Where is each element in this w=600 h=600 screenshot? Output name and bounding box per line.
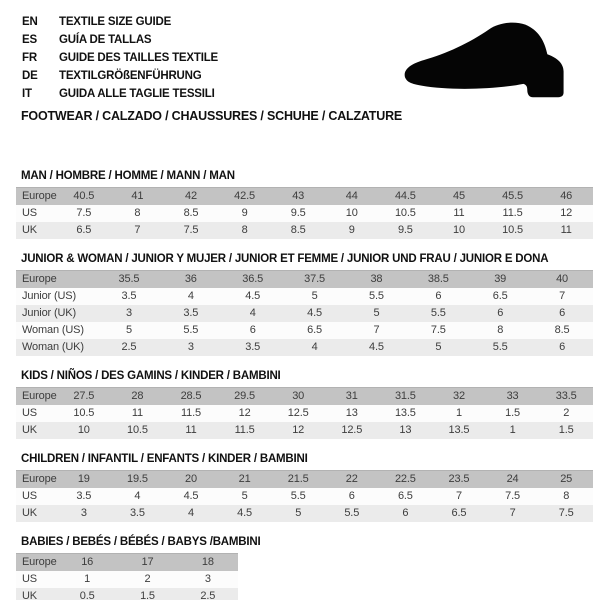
size-cell: 30 [271,388,325,405]
size-cell: 28 [111,388,165,405]
size-cell: 6.5 [57,222,111,239]
size-table-children [16,470,593,522]
size-cell: 4.5 [164,488,218,505]
row-label: UK [16,588,57,600]
size-cell: 44.5 [379,188,433,205]
row-label: UK [16,505,57,522]
size-cell: 4.5 [284,305,346,322]
size-cell: 4.5 [222,288,284,305]
size-cell: 6.5 [284,322,346,339]
size-cell: 31.5 [379,388,433,405]
language-row-es [22,31,218,49]
size-cell: 23.5 [432,471,486,488]
section-title-kids: KIDS / NIÑOS / DES GAMINS / KINDER / BAMBINI [21,370,281,382]
row-label: Europe [16,554,57,571]
size-cell: 10 [325,205,379,222]
size-cell: 11 [539,222,593,239]
row-label: Woman (US) [16,322,98,339]
row-label: Woman (UK) [16,339,98,356]
size-cell: 4.5 [346,339,408,356]
size-cell: 7.5 [539,505,593,522]
size-cell: 5.5 [160,322,222,339]
size-cell: 9.5 [271,205,325,222]
row-label: Junior (UK) [16,305,98,322]
size-cell: 33 [486,388,540,405]
section-title-children: CHILDREN / INFANTIL / ENFANTS / KINDER / BAMBINI [21,453,308,465]
size-cell: 6 [469,305,531,322]
row-label: US [16,488,57,505]
size-cell: 37.5 [284,271,346,288]
size-cell: 11 [164,422,218,439]
size-cell: 5.5 [271,488,325,505]
size-row-uk [16,422,593,439]
language-label: GUÍA DE TALLAS [59,34,152,46]
size-cell: 6.5 [469,288,531,305]
size-row-us [16,405,593,422]
section-title-babies: BABIES / BEBÉS / BÉBÉS / BABYS /BAMBINI [21,536,261,548]
row-label: Europe [16,271,98,288]
size-cell: 3.5 [98,288,160,305]
size-table-man [16,187,593,239]
size-cell: 12.5 [271,405,325,422]
size-cell: 8.5 [531,322,593,339]
size-cell: 11.5 [164,405,218,422]
size-row-europe [16,188,593,205]
language-label: TEXTILGRÖßENFÜHRUNG [59,70,202,82]
size-cell: 12 [218,405,272,422]
size-cell: 27.5 [57,388,111,405]
size-cell: 40.5 [57,188,111,205]
size-cell: 35.5 [98,271,160,288]
size-cell: 42.5 [218,188,272,205]
size-row-uk [16,222,593,239]
language-code: EN [22,16,38,28]
category-heading: FOOTWEAR / CALZADO / CHAUSSURES / SCHUHE / CALZATURE [21,109,403,123]
size-cell: 46 [539,188,593,205]
size-cell: 5.5 [325,505,379,522]
size-cell: 25 [539,471,593,488]
size-cell: 5 [407,339,469,356]
row-label: UK [16,422,57,439]
size-cell: 8 [111,205,165,222]
size-cell: 44 [325,188,379,205]
size-cell: 4 [284,339,346,356]
language-row-it [22,85,218,103]
size-section-children [16,453,593,522]
size-section-kids [16,370,593,439]
size-cell: 33.5 [539,388,593,405]
size-row-europe [16,471,593,488]
language-list [22,13,218,103]
size-row-us [16,571,238,588]
size-cell: 2.5 [98,339,160,356]
size-cell: 1.5 [117,588,177,600]
language-row-en [22,13,218,31]
size-cell: 45 [432,188,486,205]
size-cell: 28.5 [164,388,218,405]
size-cell: 2.5 [178,588,238,600]
language-code: ES [22,34,37,46]
size-cell: 3 [160,339,222,356]
size-row-europe [16,271,593,288]
size-cell: 8 [218,222,272,239]
size-cell: 42 [164,188,218,205]
size-cell: 10.5 [486,222,540,239]
section-title-junior-woman: JUNIOR & WOMAN / JUNIOR Y MUJER / JUNIOR ET FEMME / JUNIOR UND FRAU / JUNIOR E DONA [21,253,549,265]
size-row-junior-uk [16,305,593,322]
size-cell: 4 [160,288,222,305]
size-cell: 3 [57,505,111,522]
section-title-man: MAN / HOMBRE / HOMME / MANN / MAN [21,170,235,182]
size-cell: 2 [539,405,593,422]
size-cell: 21 [218,471,272,488]
size-cell: 32 [432,388,486,405]
size-cell: 4.5 [218,505,272,522]
size-cell: 16 [57,554,117,571]
size-cell: 13 [379,422,433,439]
size-row-uk [16,505,593,522]
language-row-fr [22,49,218,67]
row-label: US [16,405,57,422]
size-cell: 39 [469,271,531,288]
row-label: UK [16,222,57,239]
size-cell: 12 [271,422,325,439]
size-cell: 8.5 [164,205,218,222]
size-cell: 6 [325,488,379,505]
language-label: TEXTILE SIZE GUIDE [59,16,172,28]
size-cell: 3.5 [160,305,222,322]
size-cell: 5 [346,305,408,322]
size-cell: 7.5 [407,322,469,339]
size-cell: 5 [284,288,346,305]
size-cell: 17 [117,554,177,571]
row-label: US [16,571,57,588]
size-cell: 21.5 [271,471,325,488]
size-cell: 19.5 [111,471,165,488]
size-cell: 7 [346,322,408,339]
size-cell: 13 [325,405,379,422]
language-label: GUIDE DES TAILLES TEXTILE [59,52,218,64]
size-cell: 5 [271,505,325,522]
row-label: US [16,205,57,222]
size-cell: 10.5 [379,205,433,222]
size-cell: 6 [531,305,593,322]
size-cell: 6 [222,322,284,339]
language-row-de [22,67,218,85]
size-cell: 12.5 [325,422,379,439]
size-row-europe [16,554,238,571]
size-cell: 2 [117,571,177,588]
size-cell: 10.5 [111,422,165,439]
size-cell: 22 [325,471,379,488]
size-cell: 4 [111,488,165,505]
size-cell: 24 [486,471,540,488]
size-table-kids [16,387,593,439]
size-cell: 6 [407,288,469,305]
size-cell: 10.5 [57,405,111,422]
size-cell: 8 [539,488,593,505]
size-cell: 7 [486,505,540,522]
size-cell: 4 [222,305,284,322]
size-cell: 19 [57,471,111,488]
shoe-icon [396,16,584,102]
size-row-us [16,205,593,222]
size-cell: 7.5 [57,205,111,222]
size-table-babies [16,553,238,600]
size-cell: 3.5 [57,488,111,505]
size-cell: 6 [531,339,593,356]
language-code: DE [22,70,38,82]
size-cell: 38.5 [407,271,469,288]
size-section-babies [16,536,593,600]
size-cell: 0.5 [57,588,117,600]
size-cell: 20 [164,471,218,488]
size-cell: 1 [486,422,540,439]
size-cell: 1.5 [486,405,540,422]
size-cell: 7 [432,488,486,505]
size-cell: 8.5 [271,222,325,239]
size-cell: 36.5 [222,271,284,288]
size-cell: 5 [218,488,272,505]
size-cell: 9.5 [379,222,433,239]
size-cell: 1 [57,571,117,588]
size-cell: 4 [164,505,218,522]
size-cell: 8 [469,322,531,339]
size-tables [16,170,593,600]
size-cell: 11.5 [218,422,272,439]
size-cell: 43 [271,188,325,205]
size-cell: 10 [57,422,111,439]
size-cell: 40 [531,271,593,288]
size-cell: 5 [98,322,160,339]
size-cell: 6.5 [432,505,486,522]
size-cell: 7 [531,288,593,305]
size-cell: 1 [432,405,486,422]
size-cell: 9 [325,222,379,239]
size-cell: 11 [111,405,165,422]
size-row-uk [16,588,238,600]
size-cell: 11.5 [486,205,540,222]
size-cell: 10 [432,222,486,239]
size-cell: 29.5 [218,388,272,405]
size-cell: 9 [218,205,272,222]
size-cell: 11 [432,205,486,222]
size-row-woman-uk [16,339,593,356]
size-cell: 3 [98,305,160,322]
language-code: IT [22,88,32,100]
size-cell: 45.5 [486,188,540,205]
size-cell: 18 [178,554,238,571]
row-label: Europe [16,388,57,405]
language-code: FR [22,52,37,64]
row-label: Europe [16,471,57,488]
size-row-woman-us [16,322,593,339]
size-cell: 13.5 [379,405,433,422]
row-label: Junior (US) [16,288,98,305]
size-cell: 12 [539,205,593,222]
size-cell: 5.5 [407,305,469,322]
language-label: GUIDA ALLE TAGLIE TESSILI [59,88,215,100]
size-cell: 3.5 [111,505,165,522]
size-section-man [16,170,593,239]
size-row-us [16,488,593,505]
row-label: Europe [16,188,57,205]
size-cell: 38 [346,271,408,288]
size-cell: 7.5 [164,222,218,239]
size-cell: 1.5 [539,422,593,439]
size-cell: 13.5 [432,422,486,439]
size-cell: 3.5 [222,339,284,356]
size-cell: 6 [379,505,433,522]
size-cell: 22.5 [379,471,433,488]
size-cell: 6.5 [379,488,433,505]
size-cell: 31 [325,388,379,405]
size-row-europe [16,388,593,405]
size-cell: 36 [160,271,222,288]
size-cell: 5.5 [469,339,531,356]
size-cell: 41 [111,188,165,205]
size-cell: 7 [111,222,165,239]
size-cell: 3 [178,571,238,588]
size-cell: 7.5 [486,488,540,505]
size-cell: 5.5 [346,288,408,305]
size-table-junior-woman [16,270,593,356]
size-row-junior-us [16,288,593,305]
size-section-junior-woman [16,253,593,356]
